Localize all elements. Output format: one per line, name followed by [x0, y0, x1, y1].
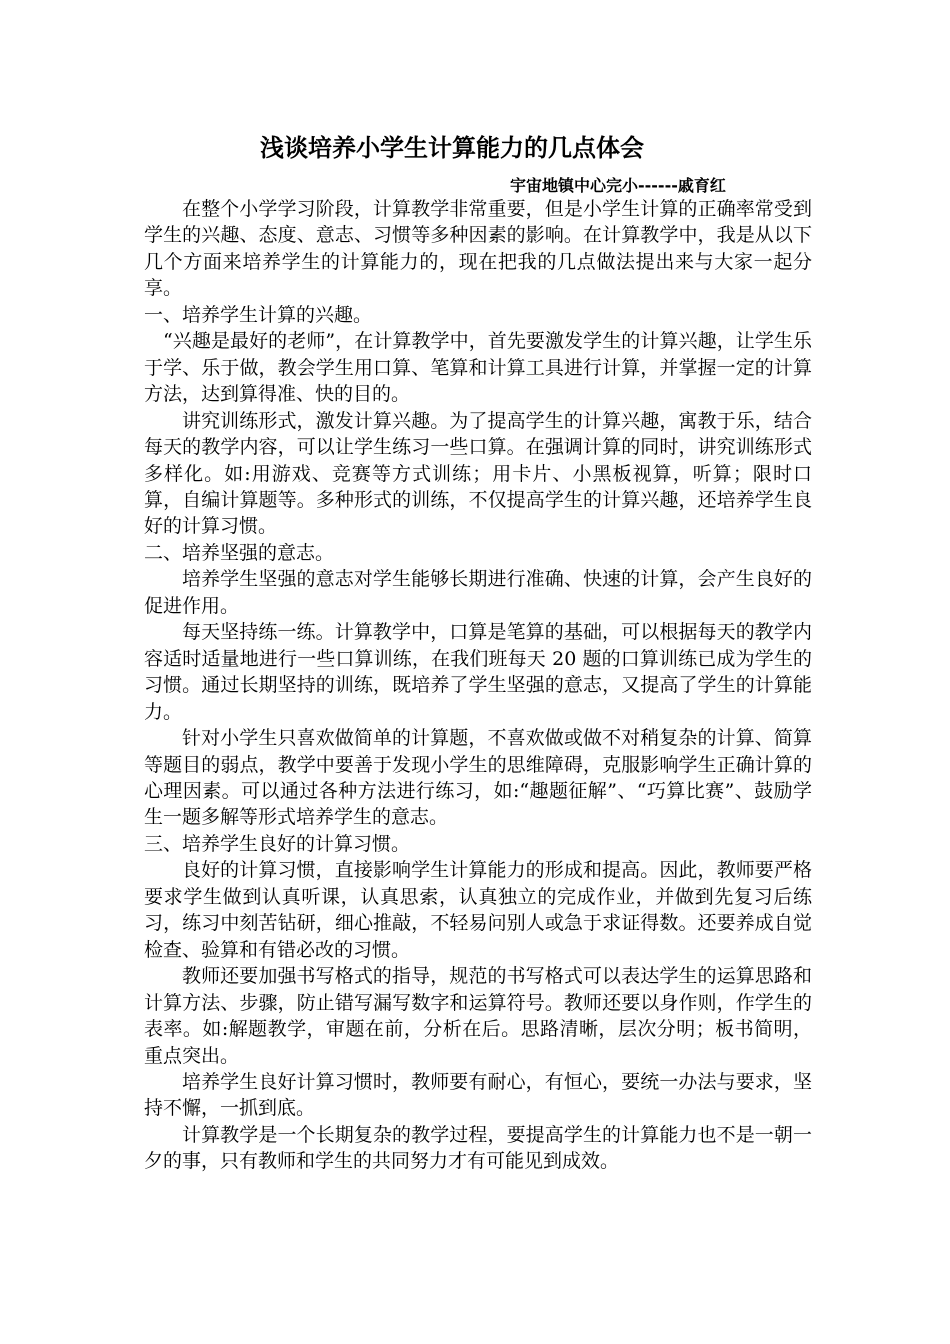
paragraph: 培养学生坚强的意志对学生能够长期进行准确、快速的计算，会产生良好的促进作用。: [144, 568, 812, 617]
document-title: 浅谈培养小学生计算能力的几点体会: [260, 134, 644, 162]
paragraph: 针对小学生只喜欢做简单的计算题，不喜欢做或做不对稍复杂的计算、简算等题目的弱点，教学中要善于发现小学生的思维障碍，克服影响学生正确计算的心理因素。可以通过各种方法进行练习，如:“趣题征解”、“巧算比赛”、鼓励学生一题多解等形式培养学生的意志。: [144, 727, 812, 829]
section-heading-1: 一、培养学生计算的兴趣。: [144, 303, 373, 326]
paragraph: 教师还要加强书写格式的指导，规范的书写格式可以表达学生的运算思路和计算方法、步骤，防止错写漏写数字和运算符号。教师还要以身作则，作学生的表率。如:解题教学，审题在前，分析在后。思路清晰，层次分明；板书简明，重点突出。: [144, 965, 812, 1067]
section-heading-3: 三、培养学生良好的计算习惯。: [144, 832, 411, 855]
author-byline: 宇宙地镇中心完小------戚育红: [510, 176, 726, 195]
paragraph-intro: 在整个小学学习阶段，计算教学非常重要，但是小学生计算的正确率常受到学生的兴趣、态度、意志、习惯等多种因素的影响。在计算教学中，我是从以下几个方面来培养学生的计算能力的，现在把我的几点做法提出来与大家一起分享。: [144, 198, 812, 300]
paragraph: 每天坚持练一练。计算教学中，口算是笔算的基础，可以根据每天的教学内容适时适量地进行一些口算训练，在我们班每天 20 题的口算训练已成为学生的习惯。通过长期坚持的训练，既培养了学生坚强的意志，又提高了学生的计算能力。: [144, 621, 812, 723]
document-body: [144, 196, 812, 1175]
paragraph: “兴趣是最好的老师”，在计算教学中，首先要激发学生的计算兴趣，让学生乐于学、乐于做，教会学生用口算、笔算和计算工具进行计算，并掌握一定的计算方法，达到算得准、快的目的。: [144, 330, 812, 406]
section-heading-2: 二、培养坚强的意志。: [144, 541, 335, 564]
paragraph-conclusion: 计算教学是一个长期复杂的教学过程，要提高学生的计算能力也不是一朝一夕的事，只有教师和学生的共同努力才有可能见到成效。: [144, 1123, 812, 1173]
paragraph: 讲究训练形式，激发计算兴趣。为了提高学生的计算兴趣，寓教于乐，结合每天的教学内容，可以让学生练习一些口算。在强调计算的同时，讲究训练形式多样化。如:用游戏、竞赛等方式训练；用卡片、小黑板视算，听算；限时口算，自编计算题等。多种形式的训练，不仅提高学生的计算兴趣，还培养学生良好的计算习惯。: [144, 409, 812, 538]
paragraph: 培养学生良好计算习惯时，教师要有耐心，有恒心，要统一办法与要求，坚持不懈，一抓到底。: [144, 1070, 812, 1120]
paragraph: 良好的计算习惯，直接影响学生计算能力的形成和提高。因此，教师要严格要求学生做到认真听课，认真思索，认真独立的完成作业，并做到先复习后练习，练习中刻苦钻研，细心推敲，不轻易问别人或急于求证得数。还要养成自觉检查、验算和有错必改的习惯。: [144, 859, 812, 961]
